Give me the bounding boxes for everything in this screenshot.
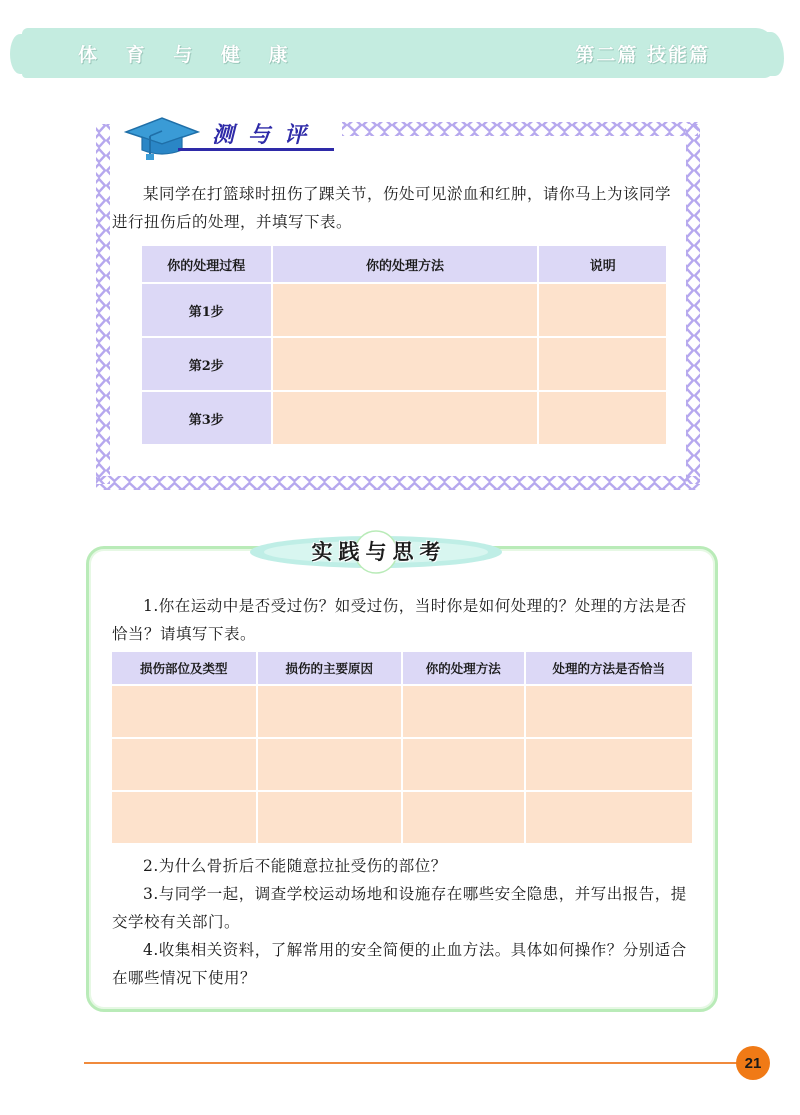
- table-row: [111, 685, 693, 738]
- table-cell[interactable]: [525, 738, 693, 791]
- question-2: 2.为什么骨折后不能随意拉扯受伤的部位？: [143, 857, 447, 875]
- table-cell[interactable]: [402, 685, 525, 738]
- table-row: [141, 391, 667, 445]
- column-header: 你的处理过程: [141, 245, 272, 283]
- table-cell[interactable]: [111, 791, 257, 844]
- heading-underline: [178, 148, 334, 151]
- question-1: 1.你在运动中是否受过伤？如受过伤，当时你是如何处理的？处理的方法是否恰当？请填写下表。: [112, 597, 687, 643]
- table-cell[interactable]: [257, 791, 403, 844]
- step-label: 第2步: [141, 337, 272, 391]
- footer-rule: [84, 1062, 754, 1064]
- graduation-cap-icon: [122, 110, 202, 162]
- column-header: 损伤的主要原因: [257, 651, 403, 685]
- step-label: 第1步: [141, 283, 272, 337]
- table-cell[interactable]: [257, 685, 403, 738]
- step-label: 第3步: [141, 391, 272, 445]
- table-row: [141, 283, 667, 337]
- question-3: 3.与同学一起，调查学校运动场地和设施存在哪些安全隐患，并写出报告，提交学校有关部门。: [112, 885, 687, 931]
- table-row: [111, 791, 693, 844]
- table-cell[interactable]: [525, 791, 693, 844]
- practice-heading: 实践与思考: [311, 539, 447, 564]
- injury-table: [110, 650, 694, 845]
- evaluate-table: [140, 244, 668, 446]
- evaluate-heading: 测与评: [212, 122, 321, 148]
- page-number: 21: [736, 1046, 770, 1080]
- column-header: 损伤部位及类型: [111, 651, 257, 685]
- note-cell[interactable]: [538, 391, 667, 445]
- table-header-row: [141, 245, 667, 283]
- note-cell[interactable]: [538, 283, 667, 337]
- book-title: 体 育 与 健 康: [78, 44, 299, 66]
- table-header-row: [111, 651, 693, 685]
- table-cell[interactable]: [111, 685, 257, 738]
- table-cell[interactable]: [402, 738, 525, 791]
- column-header: 说明: [538, 245, 667, 283]
- question-list: [112, 852, 702, 992]
- table-cell[interactable]: [111, 738, 257, 791]
- table-row: [141, 337, 667, 391]
- question-4: 4.收集相关资料，了解常用的安全简便的止血方法。具体如何操作？分别适合在哪些情况下使用？: [112, 941, 687, 987]
- section-title: 第二篇 技能篇: [575, 44, 710, 66]
- table-cell[interactable]: [525, 685, 693, 738]
- column-header: 处理的方法是否恰当: [525, 651, 693, 685]
- table-cell[interactable]: [402, 791, 525, 844]
- method-cell[interactable]: [272, 337, 539, 391]
- column-header: 你的处理方法: [272, 245, 539, 283]
- method-cell[interactable]: [272, 283, 539, 337]
- note-cell[interactable]: [538, 337, 667, 391]
- table-cell[interactable]: [257, 738, 403, 791]
- column-header: 你的处理方法: [402, 651, 525, 685]
- evaluate-prompt: 某同学在打篮球时扭伤了踝关节，伤处可见淤血和红肿，请你马上为该同学进行扭伤后的处理，并填写下表。: [112, 185, 672, 231]
- method-cell[interactable]: [272, 391, 539, 445]
- table-row: [111, 738, 693, 791]
